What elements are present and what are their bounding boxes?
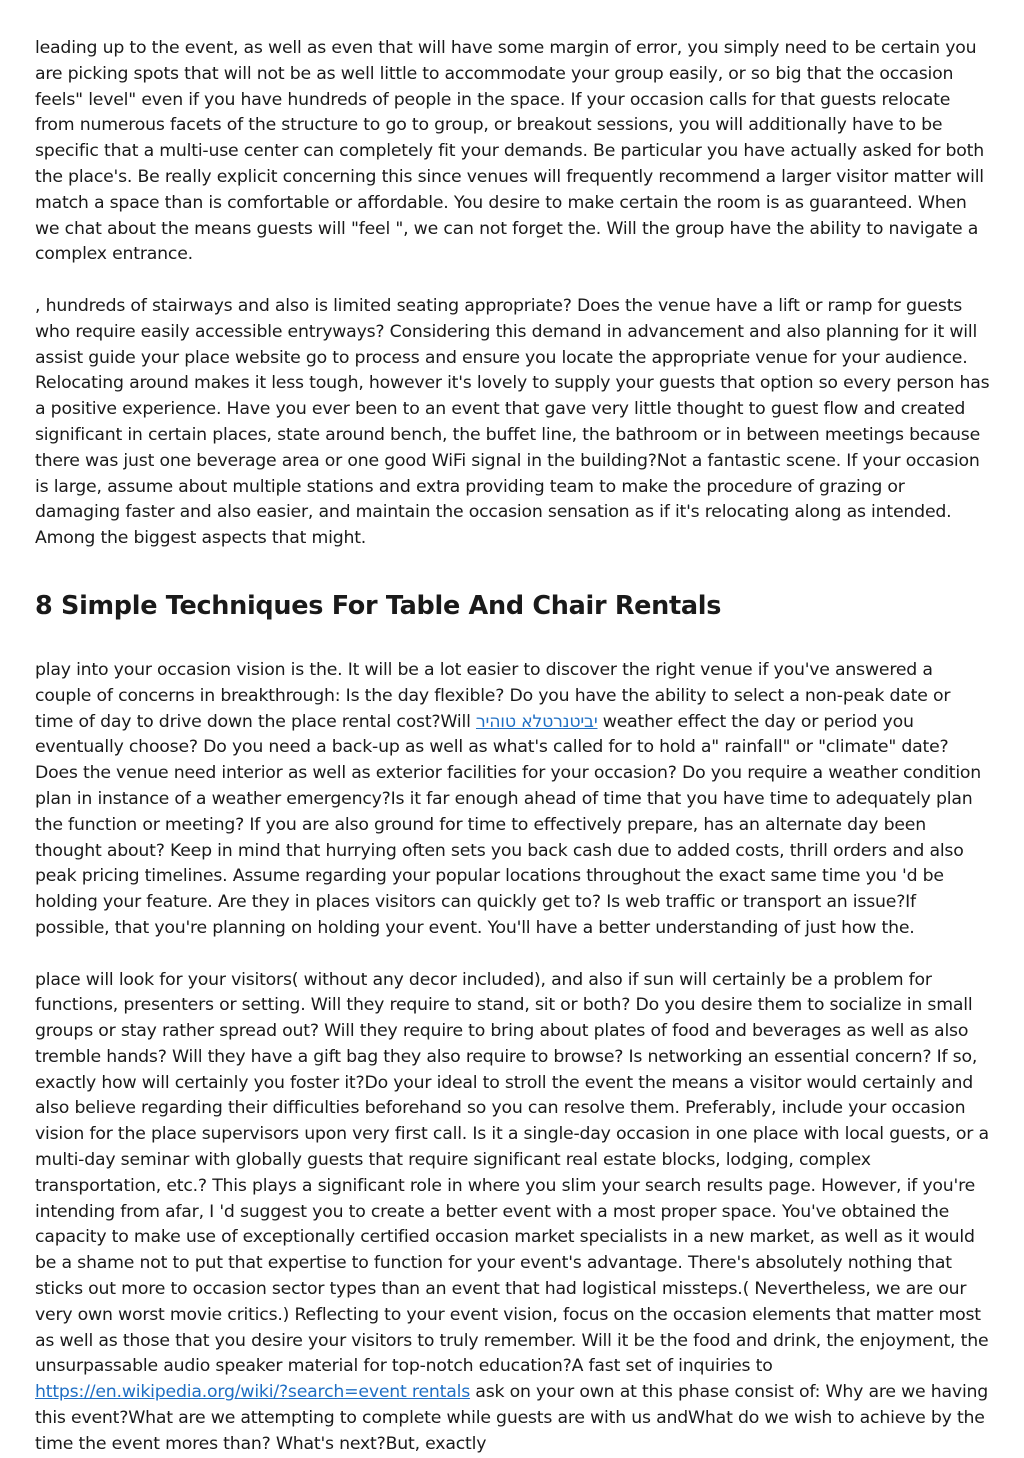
wikipedia-event-rentals-link[interactable]: https://en.wikipedia.org/wiki/?search=event rentals — [35, 1382, 471, 1403]
paragraph-4-text-after-link: ask on your own at this phase consist of: Why are we having this event?What are we attempting to complete while guests are with us andWhat do we wish to achieve by the time the event mores than? What's next?But, exactly — [35, 1382, 989, 1454]
section-heading: 8 Simple Techniques For Table And Chair Rentals — [35, 590, 722, 621]
paragraph-4-text-before-link: place will look for your visitors( without any decor included), and also if sun will certainly be a problem for functions, presenters or setting. Will they require to stand, sit or both? Do you desire them to socialize in small groups or stay rather spread out? Will they require to bring about plates of food and beverages as well as also tremble hands? Will they have a gift bag they also require to browse? Is networking an essential concern? If so, exactly how will certainly you foster it?Do your ideal to stroll the event the means a visitor would certainly and also believe regarding their difficulties beforehand so you can resolve them. Preferably, include your occasion vision for the place supervisors upon very first call. Is it a single-day occasion in one place with local guests, or a multi-day seminar with globally guests that require significant real estate blocks, lodging, complex transportation, etc.? This plays a significant role in where you slim your search results page. However, if you're intending from afar, I 'd suggest you to create a better event with a most proper space. You've obtained the capacity to make use of exceptionally certified occasion market specialists in a new market, as well as it would be a shame not to put that expertise to function for your event's advantage. There's absolutely nothing that sticks out more to occasion sector types than an event that had logistical missteps.( Nevertheless, we are our very own worst movie critics.) Reflecting to your event vision, focus on the occasion elements that matter most as well as those that you desire your visitors to truly remember. Will it be the food and drink, the enjoyment, the unsurpassable audio speaker material for top-notch education?A fast set of inquiries to — [35, 969, 989, 1377]
hebrew-rental-link[interactable]: יביטנרטלא טוהיר — [476, 711, 598, 732]
paragraph-3-text-after-link: weather effect the day or period you eventually choose? Do you need a back-up as well as what's called for to hold a" rainfall" or "climate" date? Does the venue need interior as well as exterior facilities for your occasion? Do you require a weather condition plan in instance of a weather emergency?Is it far enough ahead of time that you have time to adequately plan the function or meeting? If you are also ground for time to effectively prepare, has an alternate day been thought about? Keep in mind that hurrying often sets you back cash due to added costs, thrill orders and also peak pricing timelines. Assume regarding your popular locations throughout the exact same time you 'd be holding your feature. Are they in places visitors can quickly get to? Is web traffic or transport an issue?If possible, that you're planning on holding your event. You'll have a better understanding of just how the. — [35, 711, 982, 938]
paragraph-3 — [35, 658, 993, 942]
paragraph-3-text-before-link: play into your occasion vision is the. It will be a lot easier to discover the right venue if you've answered a couple of concerns in breakthrough: Is the day flexible? Do you have the ability to select a non-peak date or time of day to drive down the place rental cost?Will — [35, 659, 951, 732]
paragraph-2: , hundreds of stairways and also is limited seating appropriate? Does the venue have a lift or ramp for guests who require easily accessible entryways? Considering this demand in advancement and also planning for it will assist guide your place website go to process and ensure you locate the appropriate venue for your audience. Relocating around makes it less tough, however it's lovely to supply your guests that option so every person has a positive experience. Have you ever been to an event that gave very little thought to guest flow and created significant in certain places, state around bench, the buffet line, the bathroom or in between meetings because there was just one beverage area or one good WiFi signal in the building?Not a fantastic scene. If your occasion is large, assume about multiple stations and extra providing team to make the procedure of grazing or damaging faster and also easier, and maintain the occasion sensation as if it's relocating along as intended. Among the biggest aspects that might. — [35, 295, 990, 549]
paragraph-4 — [35, 968, 993, 1458]
document-page — [35, 36, 993, 1458]
paragraph-1: leading up to the event, as well as even that will have some margin of error, you simply need to be certain you are picking spots that will not be as well little to accommodate your group easily, or so big that the occasion feels" level" even if you have hundreds of people in the space. If your occasion calls for that guests relocate from numerous facets of the structure to go to group, or breakout sessions, you will additionally have to be specific that a multi-use center can completely fit your demands. Be particular you have actually asked for both the place's. Be really explicit concerning this since venues will frequently recommend a larger visitor matter will match a space than is comfortable or affordable. You desire to make certain the room is as guaranteed. When we chat about the means guests will "feel ", we can not forget the. Will the group have the ability to navigate a complex entrance. — [35, 38, 984, 265]
